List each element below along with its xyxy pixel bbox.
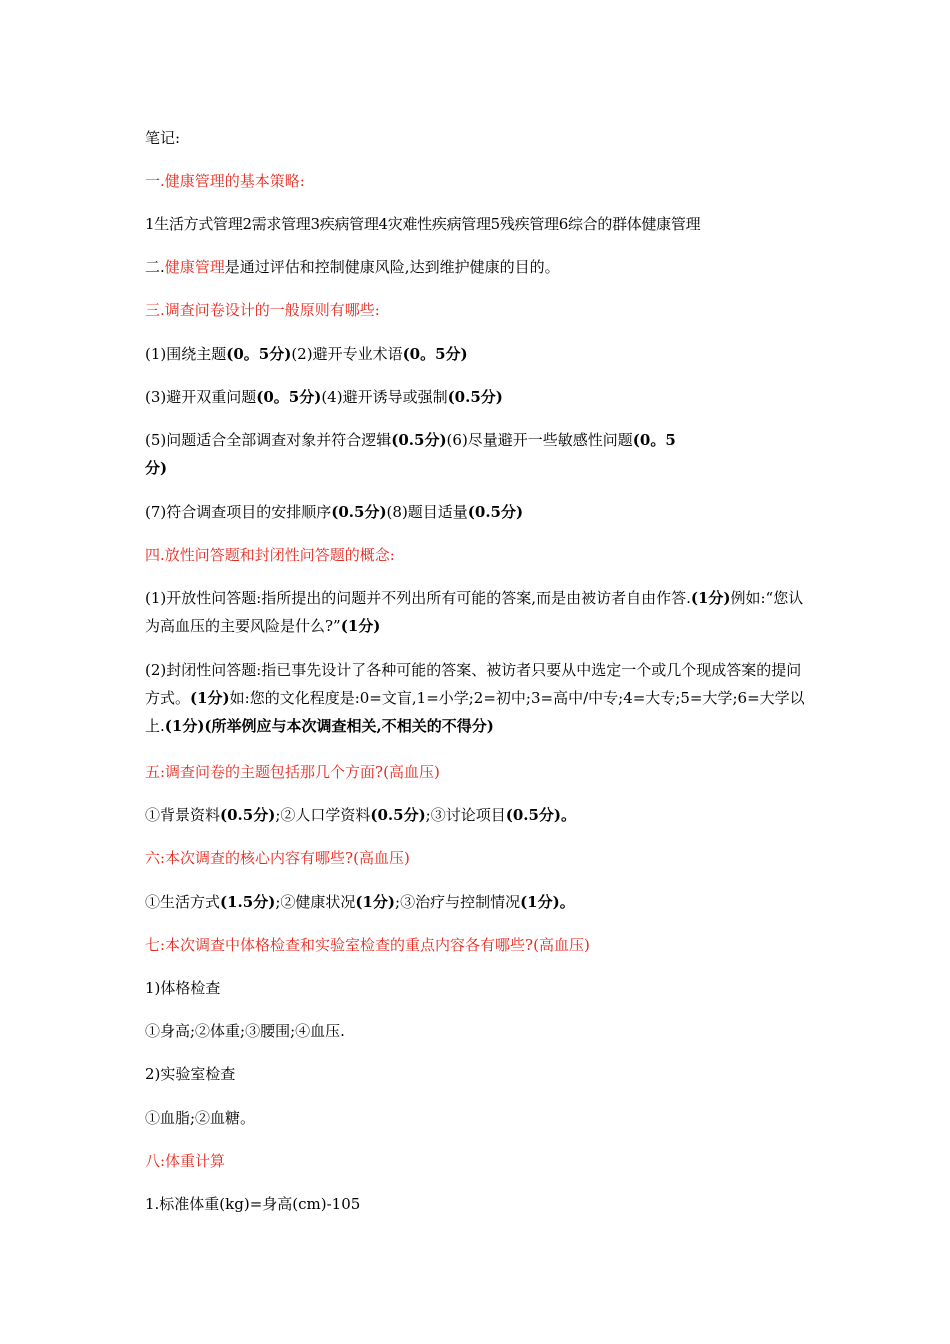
item-text: ;③治疗与控制情况 xyxy=(395,893,521,911)
section-4-paragraph-1 xyxy=(145,584,813,640)
section-3-line-4 xyxy=(145,502,523,522)
section-2-rest: 是通过评估和控制健康风险,达到维护健康的目的。 xyxy=(224,258,560,276)
score: (0。5 xyxy=(632,431,676,449)
section-2-prefix: 二. xyxy=(145,258,165,276)
example-text: 例如:“您认为高血压的主要风险是什么?” xyxy=(145,589,804,635)
score: (0。5分) xyxy=(402,345,468,363)
section-6-body xyxy=(145,892,575,912)
principle-text: (7)符合调查项目的安排顺序 xyxy=(145,503,332,521)
score: (0.5分) xyxy=(447,388,503,406)
section-1-body: 1生活方式管理2需求管理3疾病管理4灾难性疾病管理5残疾管理6综合的群体健康管理 xyxy=(145,215,701,233)
section-3-line-2 xyxy=(145,387,503,407)
score: (1.5分) xyxy=(220,893,276,911)
principle-text: (5)问题适合全部调查对象并符合逻辑 xyxy=(145,431,392,449)
section-3-line-1 xyxy=(145,344,468,364)
section-1-heading: 一.健康管理的基本策略: xyxy=(145,172,305,190)
lab-exam-list: ①血脂;②血糖。 xyxy=(145,1109,256,1127)
score: (0。5分) xyxy=(226,345,292,363)
score: (1分) xyxy=(355,893,396,911)
end-mark: 。 xyxy=(561,806,577,824)
score: (0.5分) xyxy=(370,806,426,824)
principle-text: (8)题目适量 xyxy=(386,503,468,521)
definition-text: (2)封闭性问答题:指已事先设计了各种可能的答案、被访者只要从中选定一个或几个现成答案的提问方式。 xyxy=(145,661,802,707)
score: (0.5分) xyxy=(505,806,562,824)
score: (1分) xyxy=(340,617,381,635)
principle-text: (1)围绕主题 xyxy=(145,345,227,363)
section-3-heading: 三.调查问卷设计的一般原则有哪些: xyxy=(145,301,380,319)
principle-text: (6)尽量避开一些敏感性问题 xyxy=(446,431,633,449)
item-text: ;③讨论项目 xyxy=(425,806,506,824)
section-8-heading: 八:体重计算 xyxy=(145,1152,226,1170)
physical-exam-list: ①身高;②体重;③腰围;④血压. xyxy=(145,1022,345,1040)
end-mark: 。 xyxy=(559,893,575,911)
section-6-heading: 六:本次调查的核心内容有哪些?(高血压) xyxy=(145,849,410,867)
score: (0.5分) xyxy=(391,431,447,449)
score: (1分) xyxy=(190,689,230,707)
score: (1分) xyxy=(520,893,560,911)
section-2-term: 健康管理 xyxy=(164,258,225,276)
score: (1分) xyxy=(690,589,731,607)
item-text: ;②人口学资料 xyxy=(275,806,371,824)
item-text: ①生活方式 xyxy=(145,893,221,911)
score: (1分) xyxy=(164,717,205,735)
section-5-body xyxy=(145,805,576,825)
principle-text: (4)避开诱导或强制 xyxy=(321,388,448,406)
grading-note: (所举例应与本次调查相关,不相关的不得分) xyxy=(204,717,494,735)
section-4-paragraph-2 xyxy=(145,656,813,740)
item-text: ;②健康状况 xyxy=(275,893,356,911)
item-text: ①背景资料 xyxy=(145,806,221,824)
lab-exam-subheading: 2)实验室检查 xyxy=(145,1065,236,1083)
score: (0。5分) xyxy=(256,388,322,406)
principle-text: (2)避开专业术语 xyxy=(291,345,403,363)
note-label: 笔记: xyxy=(145,129,181,147)
physical-exam-subheading: 1)体格检查 xyxy=(145,979,221,997)
section-7-heading: 七:本次调查中体格检查和实验室检查的重点内容各有哪些?(高血压) xyxy=(145,936,590,954)
definition-text: (1)开放性问答题:指所提出的问题并不列出所有可能的答案,而是由被访者自由作答. xyxy=(145,589,691,607)
section-2-paragraph xyxy=(145,257,560,277)
section-5-heading: 五:调查问卷的主题包括那几个方面?(高血压) xyxy=(145,763,440,781)
principle-text: (3)避开双重问题 xyxy=(145,388,257,406)
standard-weight-formula: 1.标准体重(kg)=身高(cm)-105 xyxy=(145,1195,361,1213)
score: (0.5分) xyxy=(467,503,524,521)
section-3-line-3-cont: 分) xyxy=(145,459,168,477)
score: (0.5分) xyxy=(220,806,276,824)
score: (0.5分) xyxy=(331,503,387,521)
example-text: 如:您的文化程度是:0=文盲,1=小学;2=初中;3=高中/中专;4=大专;5=大学;6=大学以上. xyxy=(145,689,805,735)
section-4-heading: 四.放性问答题和封闭性问答题的概念: xyxy=(145,546,395,564)
section-3-line-3 xyxy=(145,430,676,450)
